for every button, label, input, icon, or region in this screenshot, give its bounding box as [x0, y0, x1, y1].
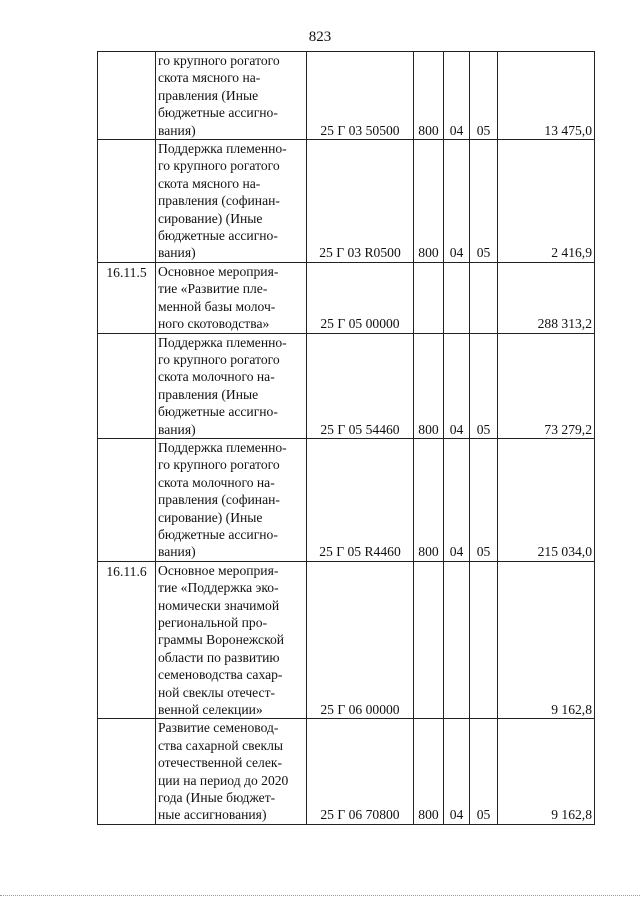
row-number-cell: [98, 140, 156, 263]
row-number-cell: [98, 333, 156, 438]
item-name-line: менной базы молоч-: [158, 298, 276, 314]
amount-cell: 73 279,2: [498, 333, 595, 438]
table-row: [98, 52, 595, 140]
amount-cell: 215 034,0: [498, 438, 595, 561]
subsection-cell: 05: [470, 333, 498, 438]
item-name-line: го крупного рогатого: [158, 457, 280, 473]
item-name-cell: [156, 52, 307, 140]
item-name-line: Основное мероприя-: [158, 263, 279, 279]
expense-type-cell: 800: [414, 438, 444, 561]
section-cell: [444, 561, 470, 719]
subsection-cell: 05: [470, 719, 498, 824]
item-name-line: года (Иные бюджет-: [158, 790, 276, 806]
table-body: [98, 52, 595, 825]
scan-edge-line: [0, 895, 640, 896]
row-number-cell: [98, 719, 156, 824]
item-name-line: Основное мероприя-: [158, 562, 279, 578]
table-row: [98, 140, 595, 263]
budget-table: [97, 51, 595, 825]
item-name-line: скота мясного на-: [158, 70, 261, 86]
item-name-line: вания): [158, 544, 196, 560]
item-name-line: го крупного рогатого: [158, 158, 280, 174]
expense-type-cell: [414, 561, 444, 719]
page-number: 823: [308, 29, 332, 45]
item-name-line: вания): [158, 122, 196, 138]
item-name-line: вания): [158, 421, 196, 437]
item-name-cell: [156, 561, 307, 719]
target-article-code-cell: 25 Г 05 R4460: [307, 438, 414, 561]
amount-cell: 2 416,9: [498, 140, 595, 263]
item-name-line: скота молочного на-: [158, 369, 275, 385]
item-name-line: области по развитию: [158, 649, 280, 665]
item-name-line: сирование) (Иные: [158, 210, 263, 226]
section-cell: 04: [444, 719, 470, 824]
row-number-cell: [98, 52, 156, 140]
target-article-code-cell: 25 Г 05 00000: [307, 262, 414, 333]
amount-cell: 9 162,8: [498, 719, 595, 824]
item-name-line: отечественной селек-: [158, 755, 283, 771]
target-article-code-cell: 25 Г 03 50500: [307, 52, 414, 140]
table-row: [98, 438, 595, 561]
table-row: [98, 262, 595, 333]
item-name-line: региональной про-: [158, 615, 268, 630]
item-name-line: граммы Воронежской: [158, 632, 285, 648]
row-number-cell: 16.11.6: [98, 561, 156, 719]
section-cell: 04: [444, 140, 470, 263]
item-name-cell: [156, 140, 307, 263]
expense-type-cell: 800: [414, 52, 444, 140]
item-name-line: правления (Иные: [158, 386, 259, 402]
item-name-line: вания): [158, 245, 196, 261]
item-name-line: Поддержка племенно-: [158, 334, 287, 350]
table-row: [98, 333, 595, 438]
target-article-code-cell: 25 Г 03 R0500: [307, 140, 414, 263]
amount-cell: 288 313,2: [498, 262, 595, 333]
item-name-line: правления (софинан-: [158, 193, 280, 209]
section-cell: 04: [444, 333, 470, 438]
item-name-line: скота молочного на-: [158, 474, 275, 490]
section-cell: 04: [444, 438, 470, 561]
item-name-cell: [156, 333, 307, 438]
target-article-code-cell: 25 Г 05 54460: [307, 333, 414, 438]
item-name-line: ного скотоводства»: [158, 316, 270, 332]
item-name-line: го крупного рогатого: [158, 351, 280, 367]
item-name-line: бюджетные ассигно-: [158, 228, 278, 244]
amount-cell: 9 162,8: [498, 561, 595, 719]
row-number-cell: [98, 438, 156, 561]
expense-type-cell: 800: [414, 333, 444, 438]
item-name-line: семеноводства сахар-: [158, 667, 283, 683]
item-name-line: правления (софинан-: [158, 492, 280, 508]
item-name-cell: [156, 438, 307, 561]
item-name-cell: [156, 719, 307, 824]
row-number-cell: 16.11.5: [98, 262, 156, 333]
section-cell: [444, 262, 470, 333]
item-name-line: Поддержка племенно-: [158, 141, 287, 157]
item-name-line: бюджетные ассигно-: [158, 105, 278, 121]
item-name-line: ции на период до 2020: [158, 772, 289, 788]
item-name-line: сирование) (Иные: [158, 509, 263, 525]
item-name-line: Поддержка племенно-: [158, 439, 287, 455]
expense-type-cell: 800: [414, 719, 444, 824]
target-article-code-cell: 25 Г 06 00000: [307, 561, 414, 719]
item-name-cell: [156, 262, 307, 333]
expense-type-cell: [414, 262, 444, 333]
item-name-line: скота мясного на-: [158, 175, 261, 191]
item-name-line: го крупного рогатого: [158, 53, 280, 68]
expense-type-cell: 800: [414, 140, 444, 263]
subsection-cell: 05: [470, 140, 498, 263]
subsection-cell: 05: [470, 52, 498, 140]
item-name-line: бюджетные ассигно-: [158, 404, 278, 420]
item-name-line: ной свеклы отечест-: [158, 684, 276, 700]
item-name-line: ства сахарной свеклы: [158, 737, 283, 753]
item-name-line: тие «Поддержка эко-: [158, 580, 279, 596]
item-name-line: Развитие семеновод-: [158, 720, 279, 736]
item-name-line: тие «Развитие пле-: [158, 281, 268, 297]
item-name-line: номически значимой: [158, 597, 280, 613]
subsection-cell: [470, 561, 498, 719]
target-article-code-cell: 25 Г 06 70800: [307, 719, 414, 824]
item-name-line: венной селекции»: [158, 702, 263, 718]
subsection-cell: [470, 262, 498, 333]
table-row: [98, 719, 595, 824]
table-row: [98, 561, 595, 719]
item-name-line: правления (Иные: [158, 87, 259, 103]
item-name-line: бюджетные ассигно-: [158, 526, 278, 542]
amount-cell: 13 475,0: [498, 52, 595, 140]
subsection-cell: 05: [470, 438, 498, 561]
item-name-line: ные ассигнования): [158, 807, 267, 823]
section-cell: 04: [444, 52, 470, 140]
